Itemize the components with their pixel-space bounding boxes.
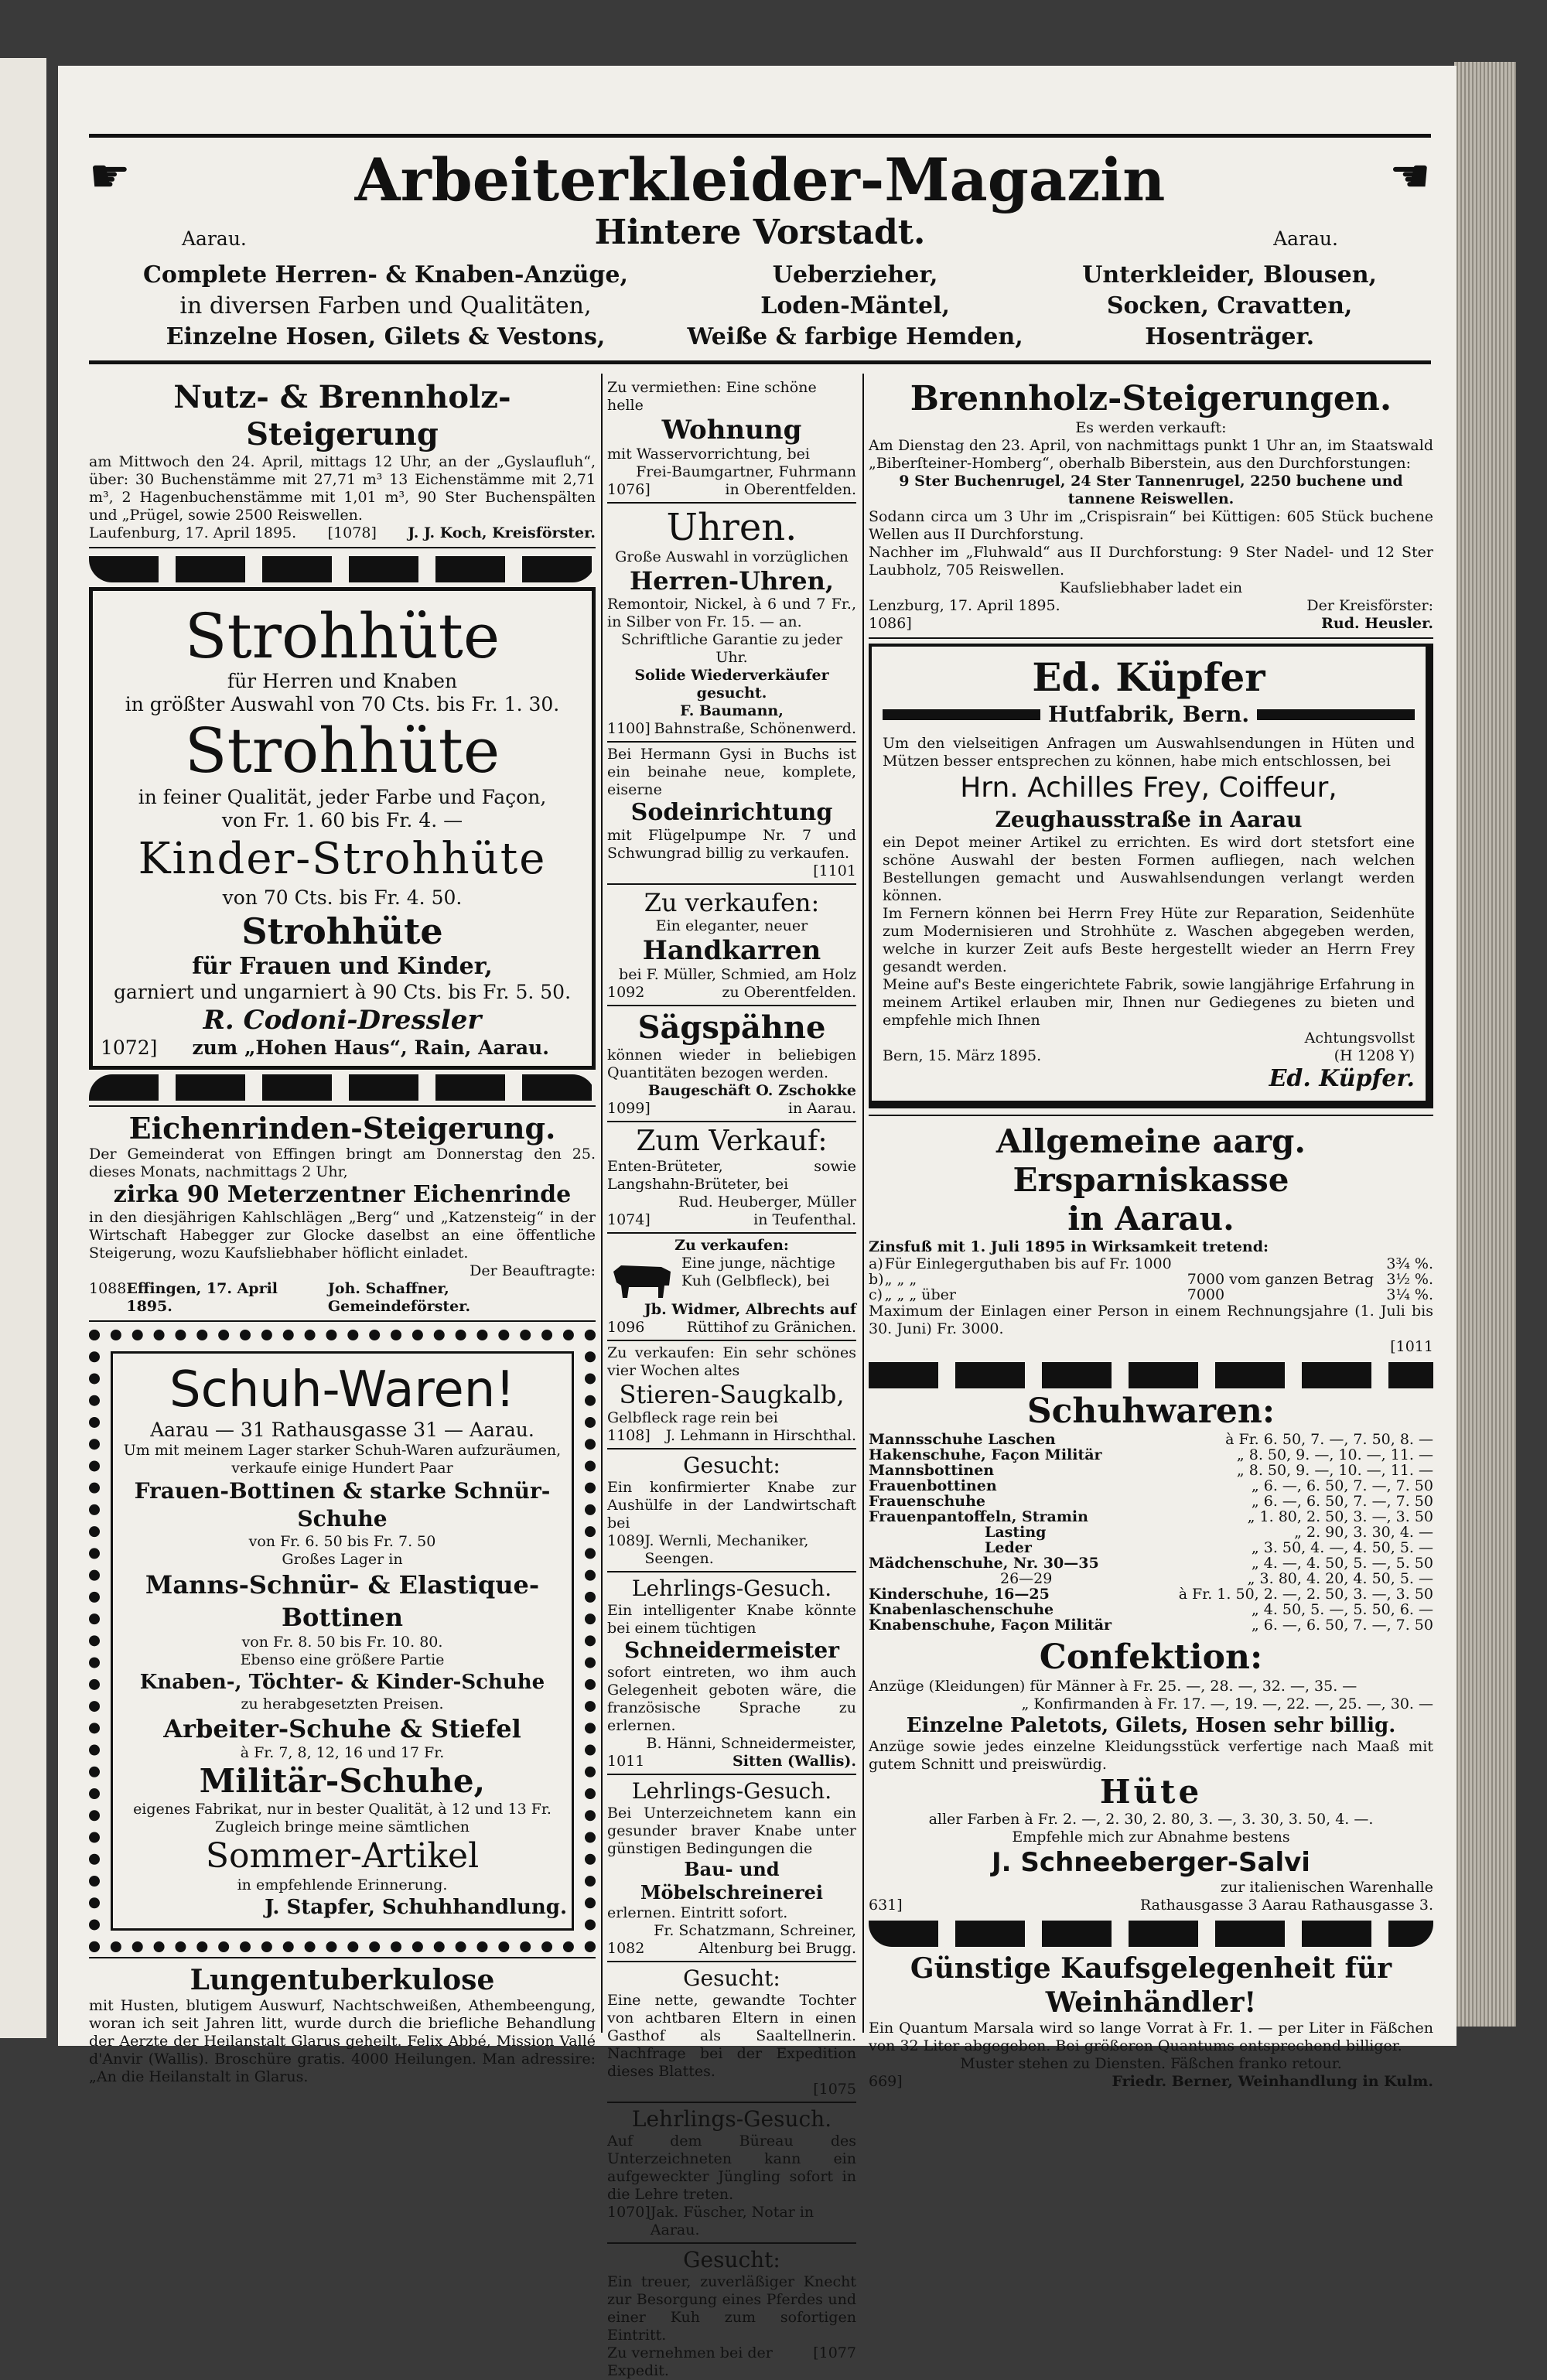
weinhaendler-ad: Günstige Kaufsgelegenheit für Weinhändler! Ein Quantum Marsala wird so lange Vorrat à Fr. 1. — per Liter in Fäßchen von 32 Liter abgegeben. Bei größeren Quantums entsprechend billiger. Muster stehen zu Diensten. Fäßchen franko retour. 669] Friedr. Berner, Weinhandlung in Kulm. (869, 1952, 1433, 2090)
kuepfer-ad: Ed. Küpfer Hutfabrik, Bern. Um den vielseitigen Anfragen um Auswahlsendungen in Hüten und Mützen besser entsprechen zu können, habe mich entschlossen, bei Hrn. Achilles Frey, Coiffeur, Zeughausstraße in Aarau ein Depot meiner Artikel zu errichten. Es wird dort stetsfort eine schöne Auswahl der besten Formen aufliegen, nach welchen Bestellungen gemacht und Auswahlsendungen verlangt werden können. Im Fernern können bei Herrn Frey Hüte zur Reparation, Seidenhüte zum Modernisieren und Strohhüte z. Waschen abgegeben werden, welche in kurzer Zeit aufs Beste hergestellt wieder an Herrn Frey gesandt werden. Meine auf's Beste eingerichtete Fabrik, sowie langjährige Erfahrung in meinem Artikel erlauben mir, Ihnen nur Gediegenes zu bieten und empfehle mich Ihnen Achtungsvollst Bern, 15. März 1895. (H 1208 Y) Ed. Küpfer. (869, 644, 1433, 1108)
gesucht-knabe-ad: Gesucht: Ein konfirmierter Knabe zur Aushülfe in der Landwirtschaft bei 1089 J. Wernli, Mechaniker, Seengen. (607, 1453, 856, 1567)
schuh-waren-ad: Schuh-Waren! Aarau — 31 Rathausgasse 31 — Aarau. Um mit meinem Lager starker Schuh-Waren aufzuräumen, verkaufe einige Hundert Paar Frauen-Bottinen & starke Schnür-Schuhe von Fr. 6. 50 bis Fr. 7. 50 Großes Lager in Manns-Schnür- & Elastique-Bottinen von Fr. 8. 50 bis Fr. 10. 80. Ebenso eine größere Partie Knaben-, Töchter- & Kinder-Schuhe zu herabgesetzten Preisen. Arbeiter-Schuhe & Stiefel à Fr. 7, 8, 12, 16 und 17 Fr. Militär-Schuhe, eigenes Fabrikat, nur in bester Qualität, à 12 und 13 Fr. Zugleich bringe meine sämtlichen Sommer-Artikel in empfehlende Erinnerung. J. Stapfer, Schuhhandlung. (89, 1330, 596, 1952)
header-col3: Unterkleider, Blousen, Socken, Cravatten, Hosenträger. (1082, 261, 1377, 350)
uhren-ad: Uhren. Große Auswahl in vorzüglichen Herren-Uhren, Remontoir, Nickel, à 6 und 7 Fr., in Silber von Fr. 15. — an. Schriftliche Garantie zu jeder Uhr. Solide Wiederverkäufer gesucht. F. Baumann, 1100] Bahnstraße, Schönenwerd. (607, 506, 856, 737)
strohhuete-ad: Strohhüte für Herren und Knaben in größter Auswahl von 70 Cts. bis Fr. 1. 30. Strohhüte in feiner Qualität, jeder Farbe und Façon, von Fr. 1. 60 bis Fr. 4. — Kinder-Strohhüte von 70 Cts. bis Fr. 4. 50. Strohhüte für Frauen und Kinder, garniert und ungarniert à 90 Cts. bis Fr. 5. 50. R. Codoni-Dressler 1072] zum „Hohen Haus“, Rain, Aarau. (89, 556, 596, 1101)
column-separator-1 (601, 374, 603, 2033)
header-col2: Ueberzieher, Loden-Mäntel, Weiße & farbige Hemden, (687, 261, 1023, 350)
newspaper-page (58, 66, 1457, 2379)
zum-verkauf-ad: Zum Verkauf: Enten-Brüteter, sowie Langshahn-Brüteter, bei Rud. Heuberger, Müller 1074] in Teufenthal. (607, 1125, 856, 1228)
header-col1: Complete Herren- & Knaben-Anzüge, in diversen Farben und Qualitäten, Einzelne Hosen, Gilets & Vestons, (143, 261, 628, 350)
right-column (869, 379, 1433, 2091)
handkarren-ad: Zu verkaufen: Ein eleganter, neuer Handkarren bei F. Müller, Schmied, am Holz 1092 zu Oberentfelden. (607, 888, 856, 1001)
lehrling-notar-ad: Lehrlings-Gesuch. Auf dem Büreau des Unterzeichneten kann ein aufgeweckter Jüngling sofort in die Lehre treten. 1070] Jak. Füscher, Notar in Aarau. (607, 2106, 856, 2238)
eichenrinden-ad: Eichenrinden-Steigerung. Der Gemeinderat von Effingen bringt am Donnerstag den 25. dieses Monats, nachmittags 2 Uhr, zirka 90 Meterzentner Eichenrinde in den diesjährigen Kahlschlägen „Berg“ und „Katzensteig“ in der Wirtschaft Habegger zur Glocke daselbst an eine öffentliche Steigerung, wozu Kaufsliebhaber höflicht einladet. Der Beauftragte: 1088 Effingen, 17. April 1895. Joh. Schaffner, Gemeindeförster. (89, 1111, 596, 1315)
zinsfuss-table: a) Für Einlegerguthaben bis auf Fr. 1000 3¾ %. b) „ „ „ 7000 vom ganzen Betrag 3½ %. c) „ „ „ über 7000 3¼ %. (869, 1255, 1433, 1303)
cow-icon (607, 1255, 677, 1301)
stroh-title-2: Strohhüte (184, 715, 500, 787)
saugkalb-ad: Zu verkaufen: Ein sehr schönes vier Wochen altes Stieren-Saugkalb, Gelbfleck rage rein bei 1108] J. Lehmann in Hirschthal. (607, 1344, 856, 1444)
schuhwaren-ad: Schuhwaren: Mannsschuhe Laschen à Fr. 6. 50, 7. —, 7. 50, 8. — Hakenschuhe, Façon Militär „ 8. 50, 9. —, 10. —, 11. — Mannsbottinen „ 8. 50, 9. —, 10. —, 11. — Frauenbottinen „ 6. —, 6. 50, 7. —, 7. 50 Frauenschuhe „ 6. —, 6. 50, 7. —, 7. 50 Frauenpantoffeln, Stramin „ 1. 80, 2. 50, 3. —, 3. 50 Lasting „ 2. 90, 3. 30, 4. — Leder „ 3. 50, 4. —, 4. 50, 5. — Mädchenschuhe, Nr. 30—35 „ 4. —, 4. 50, 5. —, 5. 50 26—29 „ 3. 80, 4. 20, 4. 50, 5. — Kinderschuhe, 16—25 à Fr. 1. 50, 2. —, 2. 50, 3. —, 3. 50 Knabenlaschenschuhe „ 4. 50, 5. —, 5. 50, 6. — Knabenschuhe, Façon Militär „ 6. —, 6. 50, 7. —, 7. 50 (869, 1391, 1433, 1634)
ornament-bar-2 (869, 1921, 1433, 1947)
sodeinrichtung-ad: Bei Hermann Gysi in Buchs ist ein beinahe neue, komplete, eiserne Sodeinrichtung mit Flügelpumpe Nr. 7 und Schwungrad billig zu verkaufen. [1101 (607, 746, 856, 879)
wohnung-ad: Zu vermiethen: Eine schöne helle Wohnung mit Wasservorrichtung, bei Frei-Baumgartner, Fuhrmann 1076] in Oberentfelden. (607, 379, 856, 498)
middle-column (607, 379, 856, 2380)
left-column (89, 379, 596, 2086)
lehrling-schneider-ad: Lehrlings-Gesuch. Ein intelligenter Knabe könnte bei einem tüchtigen Schneidermeister sofort eintreten, wo ihm auch Gelegenheit geboten wäre, die französische Sprache zu erlernen. B. Hänni, Schneidermeister, 1011 Sitten (Wallis). (607, 1576, 856, 1770)
ornament-banner-bottom (89, 1074, 596, 1101)
kuh-ad: Zu verkaufen: Eine junge, nächtige Kuh (Gelbfleck), bei Jb. Widmer, Albrechts auf 1096 Rüttihof zu Gränichen. (607, 1237, 856, 1336)
gesucht-knecht-ad: Gesucht: Ein treuer, zuverläßiger Knecht zur Besorgung eines Pferdes und einer Kuh zum sofortigen Eintritt. Zu vernehmen bei der Expedit. [1077 (607, 2247, 856, 2379)
saegspaehne-ad: Sägspähne können wieder in beliebigen Quantitäten bezogen werden. Baugeschäft O. Zschokke 1099] in Aarau. (607, 1009, 856, 1117)
ersparniskasse-ad: Allgemeine aarg. Ersparniskasse in Aarau. Zinsfuß mit 1. Juli 1895 in Wirksamkeit tretend: a) Für Einlegerguthaben bis auf Fr. 1000 3¾ %. b) „ „ „ 7000 vom ganzen Betrag 3½ %. c) „ „ „ über 7000 3¼ %. Maximum der Einlagen einer Person in einem Rechnungsjahre (1. Juli bis 30. Juni) Fr. 3000. [1011 (869, 1122, 1433, 1355)
nutz-ad: Nutz- & Brennholz-Steigerung am Mittwoch den 24. April, mittags 12 Uhr, an der „Gyslaufluh“, über: 30 Buchenstämme mit 27,71 m³ 13 Eichenstämme mit 2,71 m³, 2 Hagenbuchenstämme mit 1,01 m³, 90 Ster Buchenspälten und „Prügel, sowie 2500 Reiswellen. Laufenburg, 17. April 1895. [1078] J. J. Koch, Kreisförster. (89, 379, 596, 541)
confektion-ad: Confektion: Anzüge (Kleidungen) für Männer à Fr. 25. —, 28. —, 32. —, 35. — „ Konfirmanden à Fr. 17. —, 19. —, 22. —, 25. —, 30. — Einzelne Paletots, Gilets, Hosen sehr billig. Anzüge sowie jedes einzelne Kleidungsstück verfertige nach Maaß mit gutem Schnitt und preiswürdig. Hüte aller Farben à Fr. 2. —, 2. 30, 2. 80, 3. —, 3. 30, 3. 50, 4. —. Empfehle mich zur Abnahme bestens J. Schneeberger-Salvi zur italienischen Warenhalle 631] Rathausgasse 3 Aarau Rathausgasse 3. (869, 1637, 1433, 1914)
header-ad (89, 134, 1431, 364)
gesucht-tochter-ad: Gesucht: Eine nette, gewandte Tochter von achtbaren Eltern in einen Gasthof als Saaltellnerin. Nachfrage bei der Expedition dieses Blattes. [1075 (607, 1965, 856, 2098)
header-town-right: Aarau. (1273, 227, 1338, 250)
header-subtitle: Hintere Vorstadt. (594, 213, 926, 252)
book-page-edges (1454, 62, 1516, 2027)
column-separator-2 (862, 374, 864, 2033)
schuhwaren-table: Mannsschuhe Laschen à Fr. 6. 50, 7. —, 7. 50, 8. — Hakenschuhe, Façon Militär „ 8. 50, 9. —, 10. —, 11. — Mannsbottinen „ 8. 50, 9. —, 10. —, 11. — Frauenbottinen „ 6. —, 6. 50, 7. —, 7. 50 Frauenschuhe „ 6. —, 6. 50, 7. —, 7. 50 Frauenpantoffeln, Stramin „ 1. 80, 2. 50, 3. —, 3. 50 Lasting „ 2. 90, 3. 30, 4. — Leder „ 3. 50, 4. —, 4. 50, 5. — Mädchenschuhe, Nr. 30—35 „ 4. —, 4. 50, 5. —, 5. 50 26—29 „ 3. 80, 4. 20, 4. 50, 5. — Kinderschuhe, 16—25 à Fr. 1. 50, 2. —, 2. 50, 3. —, 3. 50 Knabenlaschenschuhe „ 4. 50, 5. —, 5. 50, 6. — Knabenschuhe, Façon Militär „ 6. —, 6. 50, 7. —, 7. 50 (869, 1431, 1433, 1634)
previous-page-edge (0, 58, 46, 2038)
lungentuberkulose-ad: Lungentuberkulose mit Husten, blutigem Auswurf, Nachtschweißen, Athembeengung, woran ich seit Jahren litt, wurde durch die briefliche Behandlung der Aerzte der Heilanstalt Glarus geheilt. Felix Abbé, Mission Vallé d'Anvir (Wallis). Broschüre gratis. 4000 Heilungen. Man adressire: „An die Heilanstalt in Glarus. (89, 1964, 596, 2085)
header-title: Arbeiterkleider-Magazin (354, 145, 1166, 214)
stroh-title-1: Strohhüte (184, 600, 500, 672)
lehrling-schreiner-ad: Lehrlings-Gesuch. Bei Unterzeichnetem kann ein gesunder braver Knabe unter günstigen Bedingungen die Bau- und Möbelschreinerei erlernen. Eintritt sofort. Fr. Schatzmann, Schreiner, 1082 Altenburg bei Brugg. (607, 1778, 856, 1957)
header-bottom-rule (89, 360, 1431, 364)
pointing-hand-right-icon: ☛ (1389, 149, 1431, 203)
ornament-banner-top (89, 556, 596, 582)
pointing-hand-left-icon: ☛ (89, 149, 131, 203)
brennholz-ad: Brennholz-Steigerungen. Es werden verkauft: Am Dienstag den 23. April, von nachmittags punkt 1 Uhr an, im Staatswald „Biberſteiner-Homberg“, oberhalb Biberstein, aus den Durchforstungen: 9 Ster Buchenrugel, 24 Ster Tannenrugel, 2250 buchene und tannene Reiswellen. Sodann circa um 3 Uhr im „Crispisrain“ bei Küttigen: 605 Stück buchene Wellen aus II Durchforstung. Nachher im „Fluhwald“ aus II Durchforstung: 9 Ster Nadel- und 12 Ster Laubholz, 705 Reiswellen. Kaufsliebhaber ladet ein Lenzburg, 17. April 1895. Der Kreisförster: 1086] Rud. Heusler. (869, 379, 1433, 632)
header-town-left: Aarau. (182, 227, 247, 250)
ornament-bar-1 (869, 1362, 1433, 1388)
top-rule (89, 134, 1431, 138)
